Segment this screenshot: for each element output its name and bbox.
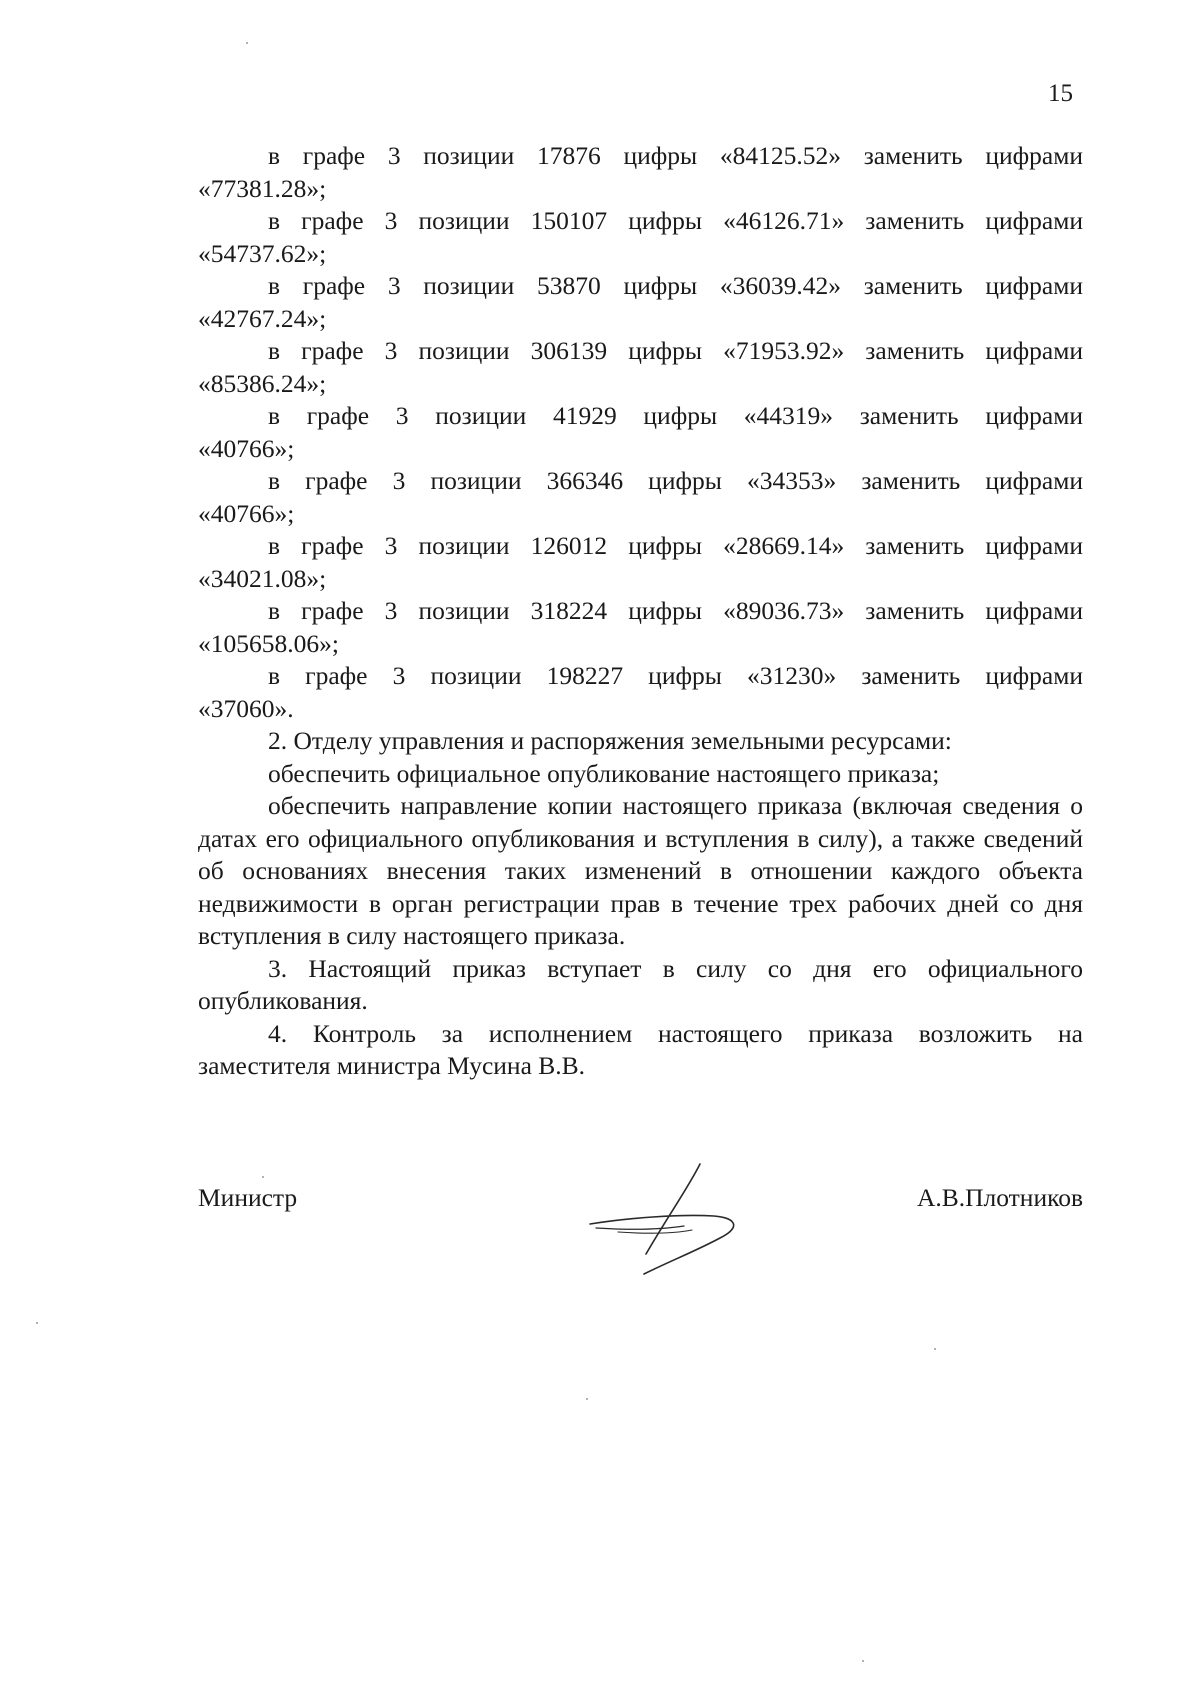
amendment-item: в графе 3 позиции 198227 цифры «31230» заменить цифрами «37060». xyxy=(198,661,1083,723)
scan-speck xyxy=(36,1322,38,1324)
amendment-item: в графе 3 позиции 53870 цифры «36039.42» заменить цифрами «42767.24»; xyxy=(198,271,1083,333)
section-4-control: 4. Контроль за исполнением настоящего приказа возложить на заместителя министра Мусина В.В. xyxy=(198,1018,1083,1080)
scan-speck xyxy=(862,1660,864,1662)
amendment-item: в графе 3 позиции 41929 цифры «44319» заменить цифрами «40766»; xyxy=(198,401,1083,463)
section-3-effective-date: 3. Настоящий приказ вступает в силу со дня его официального опубликования. xyxy=(198,953,1083,1015)
section-2-item-publication: обеспечить официальное опубликование настоящего приказа; xyxy=(268,758,940,788)
signatory-name: А.В.Плотников xyxy=(916,1183,1083,1212)
scan-speck xyxy=(586,1398,588,1400)
amendment-item: в графе 3 позиции 306139 цифры «71953.92» заменить цифрами «85386.24»; xyxy=(198,336,1083,398)
handwritten-signature xyxy=(588,1158,758,1278)
scan-speck xyxy=(262,1176,264,1178)
amendment-item: в графе 3 позиции 318224 цифры «89036.73» заменить цифрами «105658.06»; xyxy=(198,596,1083,658)
section-2-heading: 2. Отделу управления и распоряжения земельными ресурсами: xyxy=(268,726,952,755)
signatory-position: Министр xyxy=(198,1183,298,1212)
page-number: 15 xyxy=(1048,80,1073,107)
document-body xyxy=(198,140,1083,1083)
amendment-item: в графе 3 позиции 126012 цифры «28669.14» заменить цифрами «34021.08»; xyxy=(198,531,1083,593)
scan-speck xyxy=(934,1348,936,1350)
amendment-item: в графе 3 позиции 366346 цифры «34353» заменить цифрами «40766»; xyxy=(198,466,1083,528)
section-2-item-registration: обеспечить направление копии настоящего приказа (включая сведения о датах его официального опубликования и вступления в силу), а также сведений об основаниях внесения таких изменений в отношении каждого объекта недвижимости в орган регистрации прав в течение трех рабочих дней со дня вступления в силу настоящего приказа. xyxy=(198,791,1083,950)
amendment-item: в графе 3 позиции 17876 цифры «84125.52» заменить цифрами «77381.28»; xyxy=(198,141,1083,203)
amendment-item: в графе 3 позиции 150107 цифры «46126.71» заменить цифрами «54737.62»; xyxy=(198,206,1083,268)
signature-block xyxy=(198,1158,1083,1278)
scan-speck xyxy=(246,42,248,44)
